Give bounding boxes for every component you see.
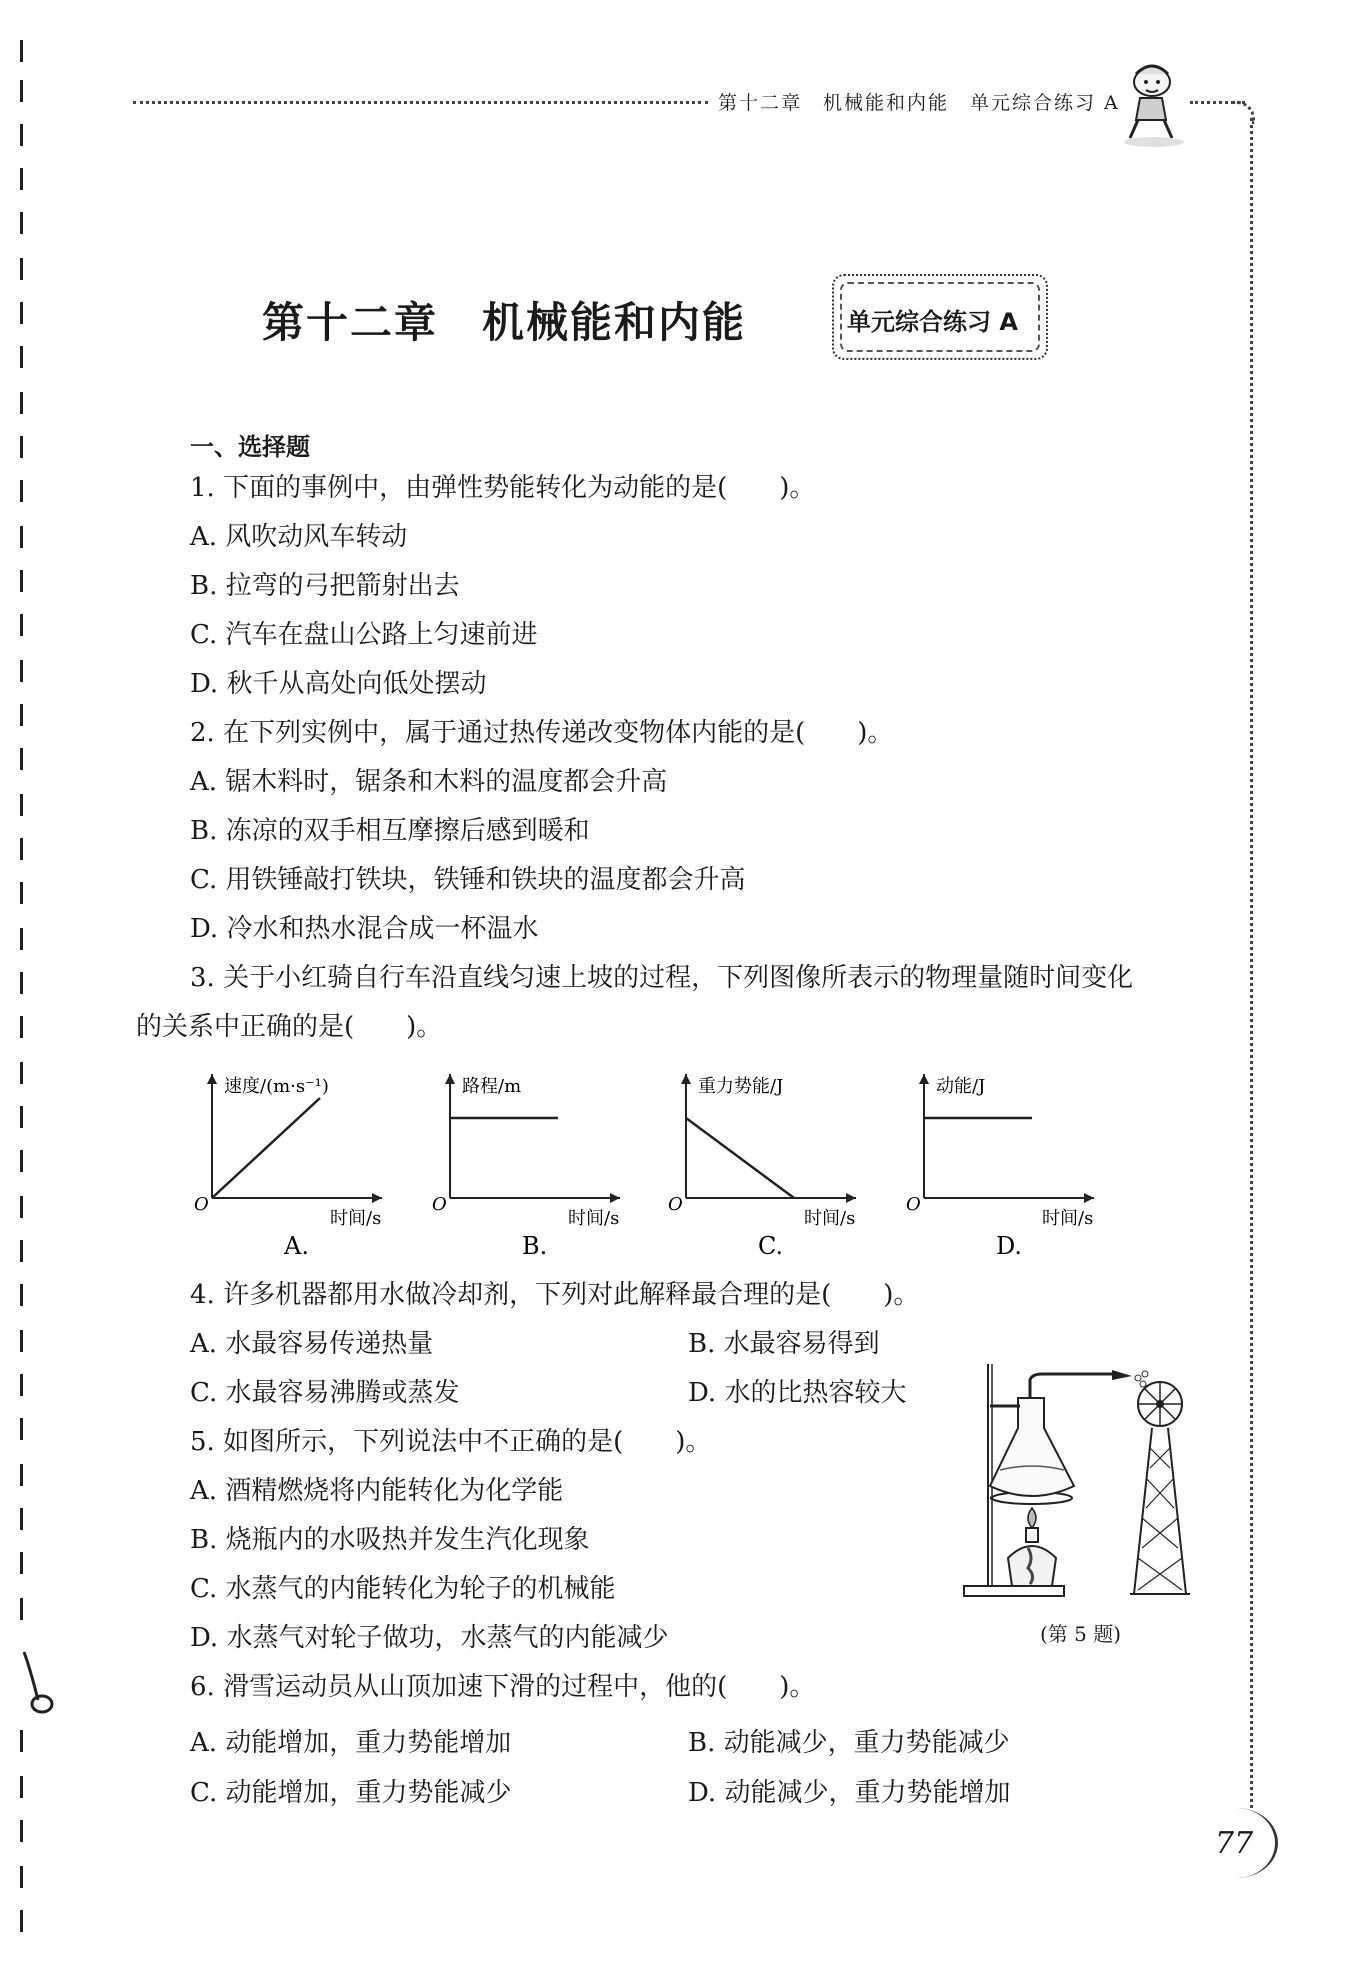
section-heading: 一、选择题 — [190, 433, 310, 461]
option-label: D. — [996, 1232, 1023, 1260]
question-3-stem-continued: 的关系中正确的是( )。 — [136, 1012, 443, 1042]
question-2-option-d: D. 冷水和热水混合成一杯温水 — [190, 914, 539, 944]
y-axis-label: 路程/m — [462, 1076, 522, 1097]
x-axis-label: 时间/s — [804, 1208, 856, 1229]
question-6-option-c: C. 动能增加，重力势能减少 — [190, 1778, 512, 1808]
figure-5-caption: (第 5 题) — [1040, 1622, 1122, 1646]
x-axis-arrow — [372, 1193, 382, 1203]
x-axis-label: 时间/s — [1042, 1208, 1094, 1229]
mascot-illustration — [1120, 58, 1190, 148]
graph-a — [192, 1060, 432, 1260]
x-axis-label: 时间/s — [330, 1208, 382, 1229]
y-axis-label: 速度/(m·s⁻¹) — [224, 1076, 329, 1097]
question-4-option-c: C. 水最容易沸腾或蒸发 — [190, 1378, 460, 1408]
origin-label: O — [668, 1194, 683, 1215]
y-axis-label: 重力势能/J — [698, 1076, 784, 1097]
option-label: A. — [284, 1232, 309, 1260]
option-label: B. — [522, 1232, 548, 1260]
origin-label: O — [432, 1194, 447, 1215]
header-rule — [133, 101, 708, 104]
question-1-option-c: C. 汽车在盘山公路上匀速前进 — [190, 620, 538, 650]
question-6-option-d: D. 动能减少，重力势能增加 — [688, 1778, 1011, 1808]
question-5-option-c: C. 水蒸气的内能转化为轮子的机械能 — [190, 1574, 616, 1604]
question-3-stem: 3. 关于小红骑自行车沿直线匀速上坡的过程，下列图像所表示的物理量随时间变化 — [190, 963, 1134, 993]
question-6-option-b: B. 动能减少，重力势能减少 — [688, 1728, 1010, 1758]
steam-engine-apparatus-figure — [962, 1358, 1202, 1608]
page-number: 77 — [1215, 1826, 1254, 1861]
option-label: C. — [758, 1232, 784, 1260]
graph-c — [666, 1060, 906, 1260]
y-axis-arrow — [681, 1074, 691, 1084]
x-axis-arrow — [846, 1193, 856, 1203]
question-6-stem: 6. 滑雪运动员从山顶加速下滑的过程中，他的( )。 — [190, 1672, 816, 1702]
question-1-option-d: D. 秋千从高处向低处摆动 — [190, 669, 487, 699]
question-4-option-a: A. 水最容易传递热量 — [190, 1329, 434, 1359]
question-2-option-b: B. 冻凉的双手相互摩擦后感到暖和 — [190, 816, 590, 846]
y-axis-arrow — [919, 1074, 929, 1084]
series-line — [686, 1118, 794, 1198]
question-4-option-b: B. 水最容易得到 — [688, 1329, 880, 1359]
question-5-stem: 5. 如图所示，下列说法中不正确的是( )。 — [190, 1427, 712, 1457]
chapter-title: 第十二章 机械能和内能 — [262, 298, 747, 347]
question-5-option-d: D. 水蒸气对轮子做功，水蒸气的内能减少 — [190, 1623, 669, 1653]
page-frame-side — [1250, 118, 1253, 1808]
graph-b — [430, 1060, 670, 1260]
question-6-option-a: A. 动能增加，重力势能增加 — [190, 1728, 512, 1758]
y-axis-arrow — [445, 1074, 455, 1084]
x-axis-label: 时间/s — [568, 1208, 620, 1229]
question-4-stem: 4. 许多机器都用水做冷却剂，下列对此解释最合理的是( )。 — [190, 1280, 920, 1310]
origin-label: O — [194, 1194, 209, 1215]
x-axis-arrow — [610, 1193, 620, 1203]
question-4-option-d: D. 水的比热容较大 — [688, 1378, 907, 1408]
question-1-option-b: B. 拉弯的弓把箭射出去 — [190, 571, 460, 601]
question-2-option-a: A. 锯木料时，锯条和木料的温度都会升高 — [190, 767, 668, 797]
handwritten-mark — [16, 1648, 56, 1718]
y-axis-arrow — [207, 1074, 217, 1084]
question-5-option-b: B. 烧瓶内的水吸热并发生汽化现象 — [190, 1525, 590, 1555]
question-1-stem: 1. 下面的事例中，由弹性势能转化为动能的是( )。 — [190, 473, 816, 503]
x-axis-arrow — [1084, 1193, 1094, 1203]
question-2-stem: 2. 在下列实例中，属于通过热传递改变物体内能的是( )。 — [190, 718, 894, 748]
question-5-option-a: A. 酒精燃烧将内能转化为化学能 — [190, 1476, 564, 1506]
question-2-option-c: C. 用铁锤敲打铁块，铁锤和铁块的温度都会升高 — [190, 865, 746, 895]
origin-label: O — [906, 1194, 921, 1215]
series-line — [212, 1098, 320, 1198]
y-axis-label: 动能/J — [936, 1076, 986, 1097]
question-1-option-a: A. 风吹动风车转动 — [190, 522, 408, 552]
unit-title: 单元综合练习 A — [847, 308, 1018, 336]
graph-d — [904, 1060, 1144, 1260]
running-header: 第十二章 机械能和内能 单元综合练习 A — [718, 92, 1120, 114]
